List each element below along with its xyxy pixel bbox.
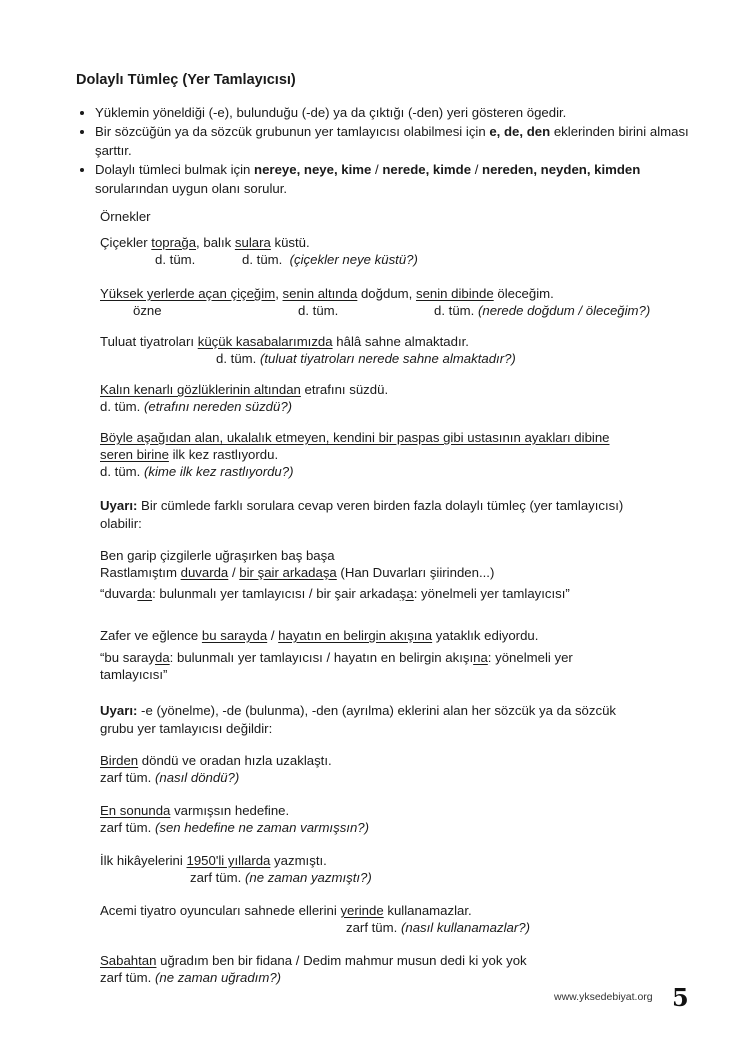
example-sentence: En sonunda varmışsın hedefine. xyxy=(100,803,290,818)
example-sentence: Böyle aşağıdan alan, ukalalık etmeyen, kendini bir paspas gibi ustasının ayakları dibine xyxy=(100,430,610,445)
grammar-label: zarf tüm. (sen hedefine ne zaman varmışsın?) xyxy=(100,820,370,835)
poem-line: Ben garip çizgilerle uğraşırken baş başa xyxy=(100,548,335,563)
example-sentence: Yüksek yerlerde açan çiçeğim, senin altında doğdum, senin dibinde öleceğim. xyxy=(100,286,554,301)
poem-line: Rastlamıştım duvarda / bir şair arkadaşa (Han Duvarları şiirinden...) xyxy=(100,565,495,580)
example-sentence: Kalın kenarlı gözlüklerinin altından etrafını süzdü. xyxy=(100,382,389,397)
grammar-label: d. tüm. (nerede doğdum / öleceğim?) xyxy=(434,303,651,318)
example-sentence: Birden döndü ve oradan hızla uzaklaştı. xyxy=(100,753,332,768)
example-sentence: Zafer ve eğlence bu sarayda / hayatın en belirgin akışına yataklık ediyordu. xyxy=(100,628,539,643)
footer-url: www.yksedebiyat.org xyxy=(554,991,653,1003)
bullet-item: • Bir sözcüğün ya da sözcük grubunun yer tamlayıcısı olabilmesi için e, de, den eklerinden birini alması şarttır. xyxy=(95,122,695,160)
warning-note: olabilir: xyxy=(100,516,142,531)
warning-note: grubu yer tamlayıcısı değildir: xyxy=(100,721,273,736)
bullet-item: • Dolaylı tümleci bulmak için nereye, neye, kime / nerede, kimde / nereden, neyden, kimden sorularından uygun olanı sorulur. xyxy=(95,160,695,198)
grammar-label: d. tüm. (tuluat tiyatroları nerede sahne almaktadır?) xyxy=(216,351,516,366)
example-sentence: Çiçekler toprağa, balık sulara küstü. xyxy=(100,235,310,250)
analysis-note: “bu sarayda: bulunmalı yer tamlayıcısı / hayatın en belirgin akışına: yönelmeli yer xyxy=(100,650,573,665)
warning-note: Uyarı: -e (yönelme), -de (bulunma), -den (ayrılma) eklerini alan her sözcük ya da sözcük xyxy=(100,703,616,718)
grammar-label: zarf tüm. (nasıl döndü?) xyxy=(100,770,240,785)
grammar-label: zarf tüm. (ne zaman yazmıştı?) xyxy=(190,870,372,885)
bullet-item: • Yüklemin yöneldiği (-e), bulunduğu (-de) ya da çıktığı (-den) yeri gösteren ögedir. xyxy=(95,103,695,122)
analysis-note: “duvarda: bulunmalı yer tamlayıcısı / bir şair arkadaşa: yönelmeli yer tamlayıcısı” xyxy=(100,586,570,601)
page-number: 5 xyxy=(672,983,689,1012)
grammar-label: d. tüm. (kime ilk kez rastlıyordu?) xyxy=(100,464,294,479)
example-sentence: Tuluat tiyatroları küçük kasabalarımızda hâlâ sahne almaktadır. xyxy=(100,334,469,349)
examples-label: Örnekler xyxy=(100,209,151,224)
grammar-label: d. tüm. (etrafını nereden süzdü?) xyxy=(100,399,293,414)
example-sentence: Sabahtan uğradım ben bir fidana / Dedim mahmur musun dedi ki yok yok xyxy=(100,953,527,968)
grammar-label: zarf tüm. (nasıl kullanamazlar?) xyxy=(346,920,530,935)
example-sentence: seren birine ilk kez rastlıyordu. xyxy=(100,447,279,462)
definition-list xyxy=(76,103,695,198)
grammar-label: d. tüm. xyxy=(155,252,196,267)
warning-note: Uyarı: Bir cümlede farklı sorulara cevap veren birden fazla dolaylı tümleç (yer tamlayıcısı) xyxy=(100,498,624,513)
analysis-note: tamlayıcısı” xyxy=(100,667,168,682)
section-title: Dolaylı Tümleç (Yer Tamlayıcısı) xyxy=(76,72,296,88)
grammar-label: zarf tüm. (ne zaman uğradım?) xyxy=(100,970,282,985)
grammar-label: özne xyxy=(133,303,162,318)
example-sentence: Acemi tiyatro oyuncuları sahnede ellerini yerinde kullanamazlar. xyxy=(100,903,472,918)
example-sentence: İlk hikâyelerini 1950'li yıllarda yazmıştı. xyxy=(100,853,327,868)
grammar-label: d. tüm. xyxy=(298,303,339,318)
grammar-label: d. tüm. (çiçekler neye küstü?) xyxy=(242,252,418,267)
